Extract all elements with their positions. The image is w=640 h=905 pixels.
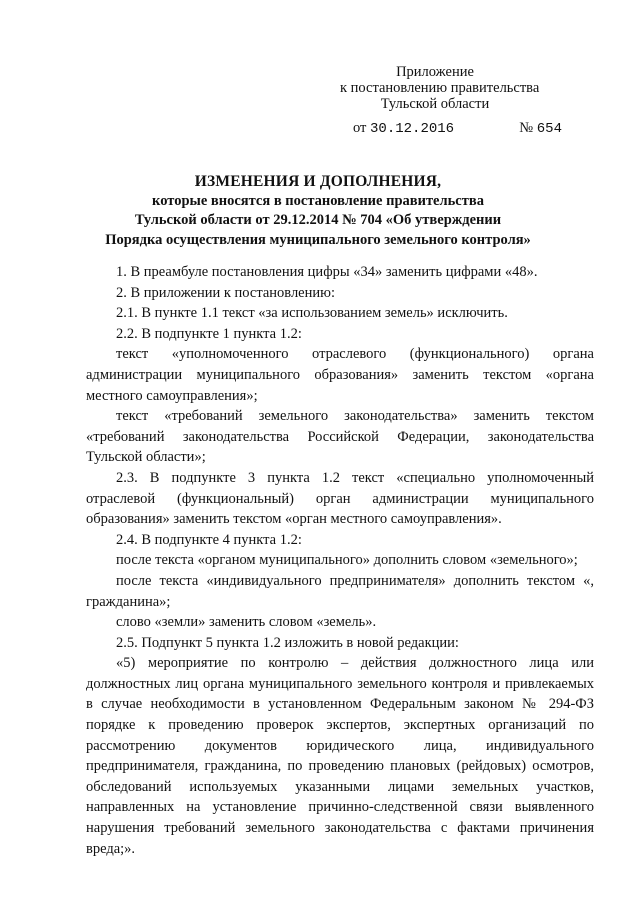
appendix-line-1: Приложение [396,64,474,80]
title-line-1: ИЗМЕНЕНИЯ И ДОПОЛНЕНИЯ, [194,173,442,190]
paragraph-2-4-a: после текста «органом муниципального» дополнить словом «земельного»; [116,552,578,569]
paragraph-2-5: 2.5. Подпункт 5 пункта 1.2 изложить в новой редакции: [116,634,459,651]
appendix-line-3: Тульской области [380,96,490,112]
paragraph-2-2: 2.2. В подпункте 1 пункта 1.2: [116,325,302,342]
document-number: 654 [536,121,562,137]
date-number-line [353,120,562,137]
paragraph-2-5-text: «5) мероприятие по контролю – действия должностного лица или должностных лиц органа муниципального земельного контроля и привлекаемых в случае необходимости в установленном Федеральным законом № 294-ФЗ порядке к проведению проверок экспертов, экспертных организаций по рассмотрению документов юридического лица, индивидуального предпринимателя, гражданина, по проведению плановых (рейдовых) осмотров, обследований используемых указанными лицами земельных участков, направленных на установление причинно-следственной связи выявленного нарушения требований земельного законодательства с фактами причинения вреда;». [86,655,594,857]
appendix-line-2: к постановлению правительства [340,80,540,96]
paragraph-1: 1. В преамбуле постановления цифры «34» заменить цифрами «48». [116,264,538,280]
paragraph-2-4-c: слово «земли» заменить словом «земель». [116,614,377,631]
document-date: 30.12.2016 [370,121,455,137]
appendix-header [340,64,540,112]
document-title [60,172,576,250]
paragraph-2-2-a: текст «уполномоченного отраслевого (функционального) органа администрации муниципального образования» заменить текстом «органа местного самоуправления»; [86,346,594,404]
paragraph-2: 2. В приложении к постановлению: [116,284,336,301]
document-body [86,262,594,859]
date-from-label: от [353,120,367,136]
paragraph-2-1: 2.1. В пункте 1.1 текст «за использованием земель» исключить. [116,305,508,322]
paragraph-2-2-b: текст «требований земельного законодательства» заменить текстом «требований законодательства Российской Федерации, законодательства Тульской области»; [86,408,594,466]
paragraph-2-4-b: после текста «индивидуального предпринимателя» дополнить текстом «, гражданина»; [86,572,594,610]
paragraph-2-3: 2.3. В подпункте 3 пункта 1.2 текст «специально уполномоченный отраслевой (функциональный) орган администрации муниципального образования» заменить текстом «орган местного самоуправления». [86,469,594,528]
title-line-4: Порядка осуществления муниципального земельного контроля» [105,231,531,248]
title-line-3: Тульской области от 29.12.2014 № 704 «Об утверждении [134,212,502,228]
number-label: № [519,120,534,136]
paragraph-2-4: 2.4. В подпункте 4 пункта 1.2: [116,531,302,548]
title-line-2: которые вносятся в постановление правительства [152,192,484,209]
